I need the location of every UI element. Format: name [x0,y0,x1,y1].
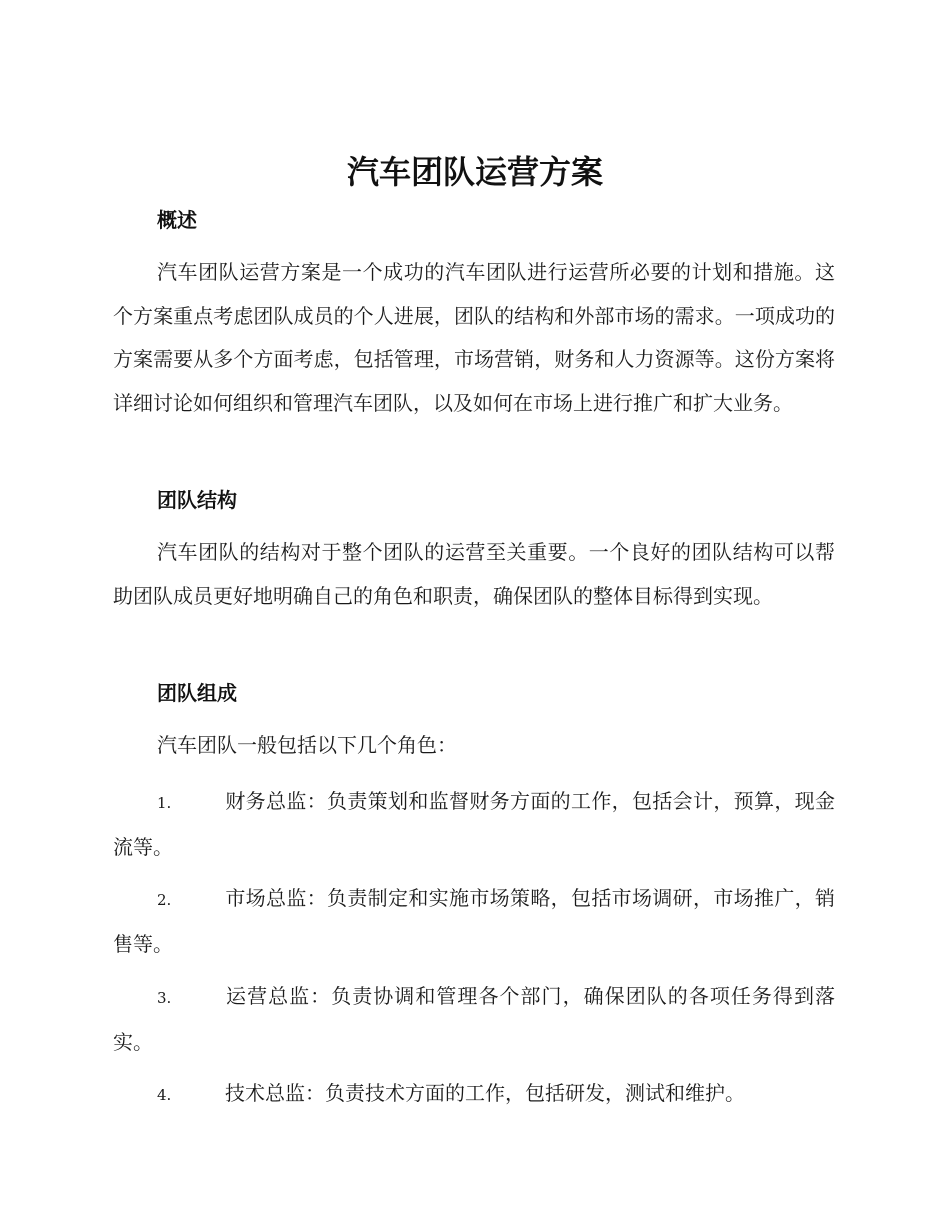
list-item-number: 1. [157,794,172,812]
list-item-text: 财务总监：负责策划和监督财务方面的工作，包括会计，预算，现金流等。 [113,789,835,859]
composition-intro: 汽车团队一般包括以下几个角色： [157,733,457,757]
list-item-number: 4. [157,1086,172,1104]
list-item [113,780,835,869]
document-title: 汽车团队运营方案 [346,153,603,191]
list-item-number: 2. [157,891,172,909]
list-item [113,1072,835,1118]
structure-paragraph: 汽车团队的结构对于整个团队的运营至关重要。一个良好的团队结构可以帮助团队成员更好地明确自己的角色和职责，确保团队的整体目标得到实现。 [113,540,835,608]
list-item [113,975,835,1064]
list-item-number: 3. [157,989,172,1007]
section-heading-overview: 概述 [157,208,197,232]
overview-paragraph: 汽车团队运营方案是一个成功的汽车团队进行运营所必要的计划和措施。这个方案重点考虑团队成员的个人进展，团队的结构和外部市场的需求。一项成功的方案需要从多个方面考虑，包括管理，市场营销，财务和人力资源等。这份方案将详细讨论如何组织和管理汽车团队，以及如何在市场上进行推广和扩大业务。 [113,260,835,415]
list-item-text: 市场总监：负责制定和实施市场策略，包括市场调研，市场推广，销售等。 [113,886,835,956]
list-item [113,877,835,966]
list-item-text: 技术总监：负责技术方面的工作，包括研发，测试和维护。 [225,1081,745,1105]
section-heading-structure: 团队结构 [157,488,237,512]
list-item-text: 运营总监：负责协调和管理各个部门，确保团队的各项任务得到落实。 [113,984,835,1054]
section-heading-composition: 团队组成 [157,681,237,705]
